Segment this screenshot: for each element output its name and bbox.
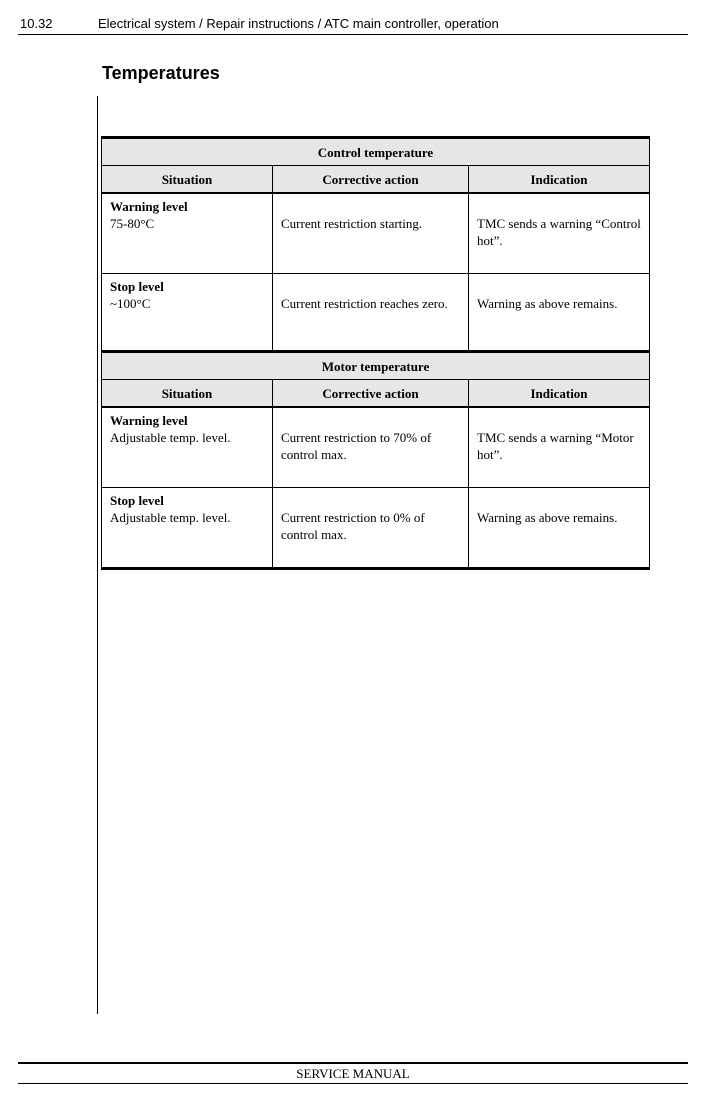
situation-value: 75-80°C — [110, 216, 155, 231]
situation-value: Adjustable temp. level. — [110, 510, 231, 525]
header-title: Electrical system / Repair instructions / ATC main controller, operation — [98, 16, 499, 31]
table-header-row — [102, 166, 650, 194]
table-row — [102, 193, 650, 274]
table-row — [102, 274, 650, 355]
corrective-action-cell: Current restriction reaches zero. — [273, 274, 469, 355]
situation-label: Stop level — [110, 493, 164, 508]
column-header-situation: Situation — [102, 166, 273, 194]
corrective-action-cell: Current restriction to 70% of control max. — [273, 407, 469, 488]
margin-change-bar — [97, 96, 98, 1014]
table-title-row — [102, 138, 650, 166]
column-header-indication: Indication — [469, 380, 650, 408]
situation-value: ~100°C — [110, 296, 151, 311]
table-header-row — [102, 380, 650, 408]
table-title-row — [102, 352, 650, 380]
column-header-situation: Situation — [102, 380, 273, 408]
page-number: 10.32 — [20, 16, 53, 31]
control-temperature-table — [101, 136, 650, 356]
footer-rule-bottom — [18, 1083, 688, 1084]
situation-label: Stop level — [110, 279, 164, 294]
situation-cell — [102, 274, 273, 355]
table-title: Control temperature — [102, 138, 650, 166]
corrective-action-cell: Current restriction to 0% of control max. — [273, 488, 469, 569]
column-header-corrective-action: Corrective action — [273, 166, 469, 194]
table-row — [102, 407, 650, 488]
corrective-action-cell: Current restriction starting. — [273, 193, 469, 274]
column-header-indication: Indication — [469, 166, 650, 194]
indication-cell: Warning as above remains. — [469, 488, 650, 569]
section-title: Temperatures — [102, 63, 220, 83]
page-header — [18, 14, 688, 35]
situation-value: Adjustable temp. level. — [110, 430, 231, 445]
indication-cell: Warning as above remains. — [469, 274, 650, 355]
indication-cell: TMC sends a warning “Motor hot”. — [469, 407, 650, 488]
motor-temperature-table — [101, 350, 650, 570]
footer-rule-top — [18, 1062, 688, 1064]
column-header-corrective-action: Corrective action — [273, 380, 469, 408]
situation-cell — [102, 407, 273, 488]
table-title: Motor temperature — [102, 352, 650, 380]
situation-cell — [102, 193, 273, 274]
table-row — [102, 488, 650, 569]
indication-cell: TMC sends a warning “Control hot”. — [469, 193, 650, 274]
situation-cell — [102, 488, 273, 569]
situation-label: Warning level — [110, 199, 188, 214]
situation-label: Warning level — [110, 413, 188, 428]
footer-text: SERVICE MANUAL — [296, 1066, 410, 1081]
